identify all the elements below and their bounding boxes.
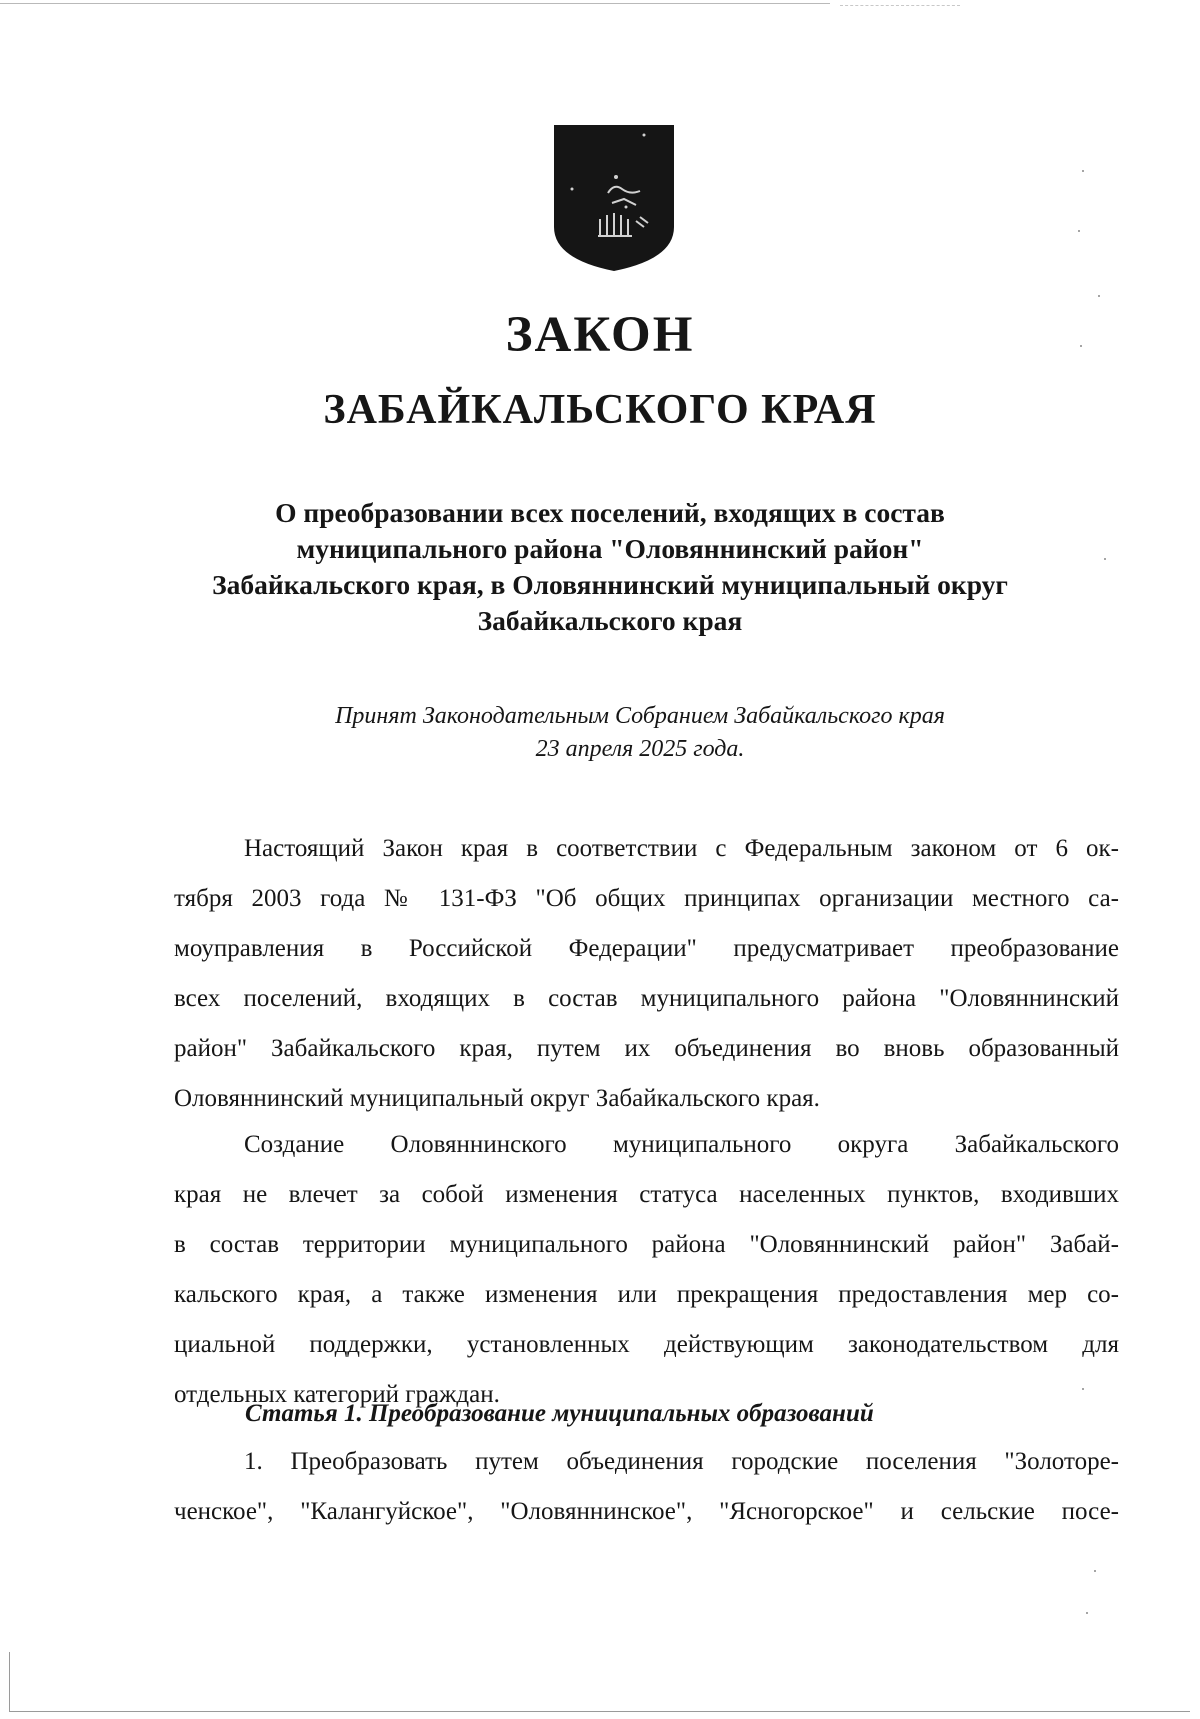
preamble-paragraph (174, 824, 1119, 1124)
text-line: 1. Преобразовать путем объединения городские поселения "Золоторе- (244, 1448, 1119, 1475)
adoption-date: 23 апреля 2025 года. (535, 736, 745, 762)
subtitle-line: Забайкальского края (477, 605, 743, 636)
scan-speck (1086, 1612, 1088, 1614)
article-1-heading: Статья 1. Преобразование муниципальных образований (245, 1400, 874, 1427)
subtitle-line: муниципального района "Оловяннинский район" (296, 533, 924, 564)
scan-speck (1082, 170, 1084, 172)
adoption-line: Принят Законодательным Собранием Забайкальского края (335, 703, 945, 729)
scan-edge-left (9, 1652, 10, 1712)
second-paragraph (174, 1120, 1119, 1420)
text-line: всех поселений, входящих в состав муниципального района "Оловяннинский (174, 985, 1119, 1012)
scan-speck (1104, 558, 1106, 560)
scan-speck (1080, 345, 1082, 347)
text-line: Настоящий Закон края в соответствии с Федеральным законом от 6 ок- (244, 835, 1119, 862)
text-line: края не влечет за собой изменения статуса населенных пунктов, входивших (174, 1181, 1119, 1208)
scan-edge-top-dashed (840, 5, 960, 6)
text-line: циальной поддержки, установленных действующим законодательством для (174, 1331, 1119, 1358)
subtitle-line: О преобразовании всех поселений, входящих в состав (275, 497, 945, 528)
subtitle-line: Забайкальского края, в Оловяннинский муниципальный округ (212, 569, 1008, 600)
text-line: Создание Оловяннинского муниципального округа Забайкальского (244, 1131, 1119, 1158)
scan-speck (1094, 1570, 1096, 1572)
text-line: отдельных категорий граждан. (174, 1381, 500, 1408)
article-1-text (174, 1437, 1119, 1537)
text-line: в состав территории муниципального района "Оловяннинский район" Забай- (174, 1231, 1119, 1258)
law-subtitle (140, 495, 1080, 639)
text-line: тября 2003 года № 131-ФЗ "Об общих принципах организации местного са- (174, 885, 1119, 912)
text-line: кальского края, а также изменения или прекращения предоставления мер со- (174, 1281, 1119, 1308)
scan-speck (1098, 295, 1100, 297)
scan-edge-top (0, 3, 830, 4)
law-region-title: ЗАБАЙКАЛЬСКОГО КРАЯ (323, 387, 877, 433)
scan-speck (1082, 1388, 1084, 1390)
text-line: ченское", "Калангуйское", "Оловяннинское", "Ясногорское" и сельские посе- (174, 1498, 1119, 1525)
text-line: Оловяннинский муниципальный округ Забайкальского края. (174, 1085, 820, 1112)
law-title: ЗАКОН (505, 307, 695, 363)
coat-of-arms-icon (552, 123, 676, 273)
scan-speck (1078, 230, 1080, 232)
adoption-note (200, 700, 1080, 766)
text-line: моуправления в Российской Федерации" предусматривает преобразование (174, 935, 1119, 962)
text-line: район" Забайкальского края, путем их объединения во вновь образованный (174, 1035, 1119, 1062)
scan-edge-bottom (10, 1711, 1190, 1712)
